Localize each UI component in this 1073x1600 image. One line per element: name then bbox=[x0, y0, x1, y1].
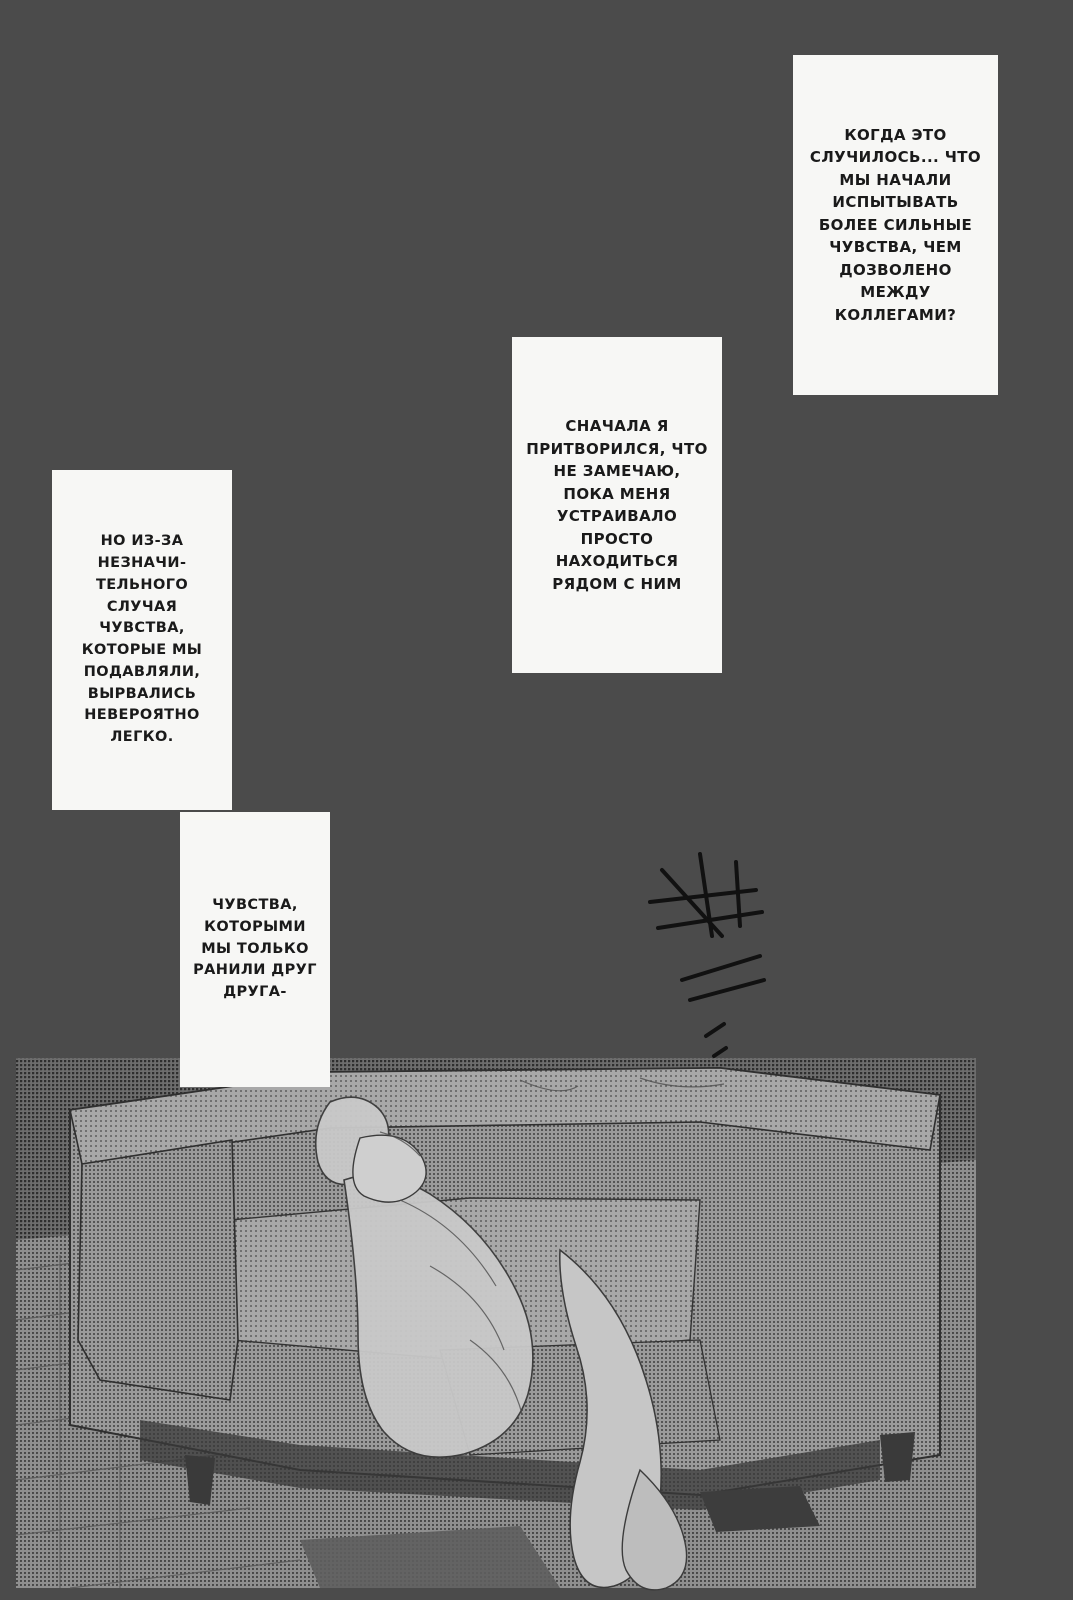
caption-left: НО ИЗ-ЗА НЕЗНАЧИ-ТЕЛЬНОГО СЛУЧАЯ ЧУВСТВА, КОТОРЫЕ МЫ ПОДАВЛЯЛИ, ВЫРВАЛИСЬ НЕВЕРОЯТНО ЛЕГКО. bbox=[52, 470, 232, 810]
caption-bottom-left: ЧУВСТВА, КОТОРЫМИ МЫ ТОЛЬКО РАНИЛИ ДРУГ ДРУГА- bbox=[180, 812, 330, 1087]
caption-top-right: КОГДА ЭТО СЛУЧИЛОСЬ... ЧТО МЫ НАЧАЛИ ИСПЫТЫВАТЬ БОЛЕЕ СИЛЬНЫЕ ЧУВСТВА, ЧЕМ ДОЗВОЛЕНО МЕЖДУ КОЛЛЕГАМИ? bbox=[793, 55, 998, 395]
caption-middle: СНАЧАЛА Я ПРИТВОРИЛСЯ, ЧТО НЕ ЗАМЕЧАЮ, ПОКА МЕНЯ УСТРАИВАЛО ПРОСТО НАХОДИТЬСЯ РЯДОМ С НИМ bbox=[512, 337, 722, 673]
panel-artwork bbox=[0, 1040, 1073, 1600]
effect-lines bbox=[640, 840, 820, 1090]
